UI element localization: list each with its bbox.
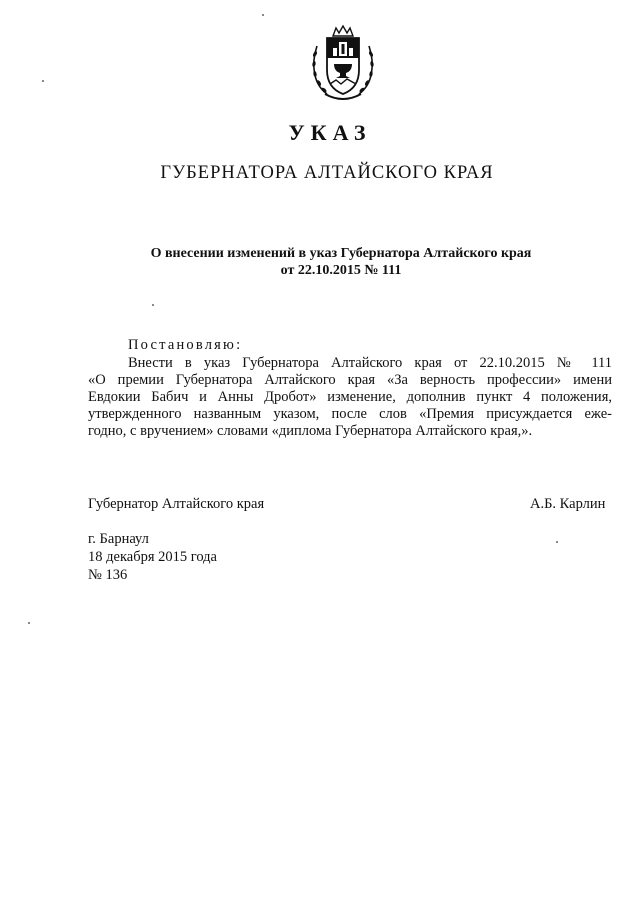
- document-subtitle: ГУБЕРНАТОРА АЛТАЙСКОГО КРАЯ: [160, 163, 494, 183]
- body-line: утвержденного названным указом, после слов «Премия присуждается еже-: [88, 406, 612, 422]
- signature-name: А.Б. Карлин: [530, 496, 606, 512]
- document-heading: [0, 245, 640, 279]
- heading-line: О внесении изменений в указ Губернатора Алтайского края: [150, 246, 532, 261]
- body-line: Евдокии Бабич и Анны Дробот» изменение, дополнив пункт 4 положения,: [88, 389, 612, 405]
- place-date-block: [88, 530, 217, 584]
- body-line: годно, с вручением» словами «диплома Губернатора Алтайского края,».: [88, 423, 533, 439]
- place: г. Барнаул: [88, 531, 149, 547]
- scan-speck: [42, 80, 44, 82]
- document-number: № 136: [88, 567, 128, 583]
- scan-speck: [262, 14, 264, 16]
- document-title: УКАЗ: [288, 120, 372, 145]
- altai-krai-coat-of-arms-icon: [303, 24, 383, 106]
- body-line: Внести в указ Губернатора Алтайского края от 22.10.2015 № 111: [128, 355, 612, 371]
- date: 18 декабря 2015 года: [88, 549, 217, 565]
- body-line: «О премии Губернатора Алтайского края «За верность профессии» имени: [88, 372, 612, 388]
- scan-speck: [152, 304, 154, 306]
- heading-line: от 22.10.2015 № 111: [280, 263, 402, 278]
- scan-speck: [28, 622, 30, 624]
- decree-word: Постановляю:: [128, 337, 243, 353]
- body-paragraph: [88, 355, 612, 440]
- signature-role: Губернатор Алтайского края: [88, 496, 265, 512]
- scan-speck: [556, 541, 558, 543]
